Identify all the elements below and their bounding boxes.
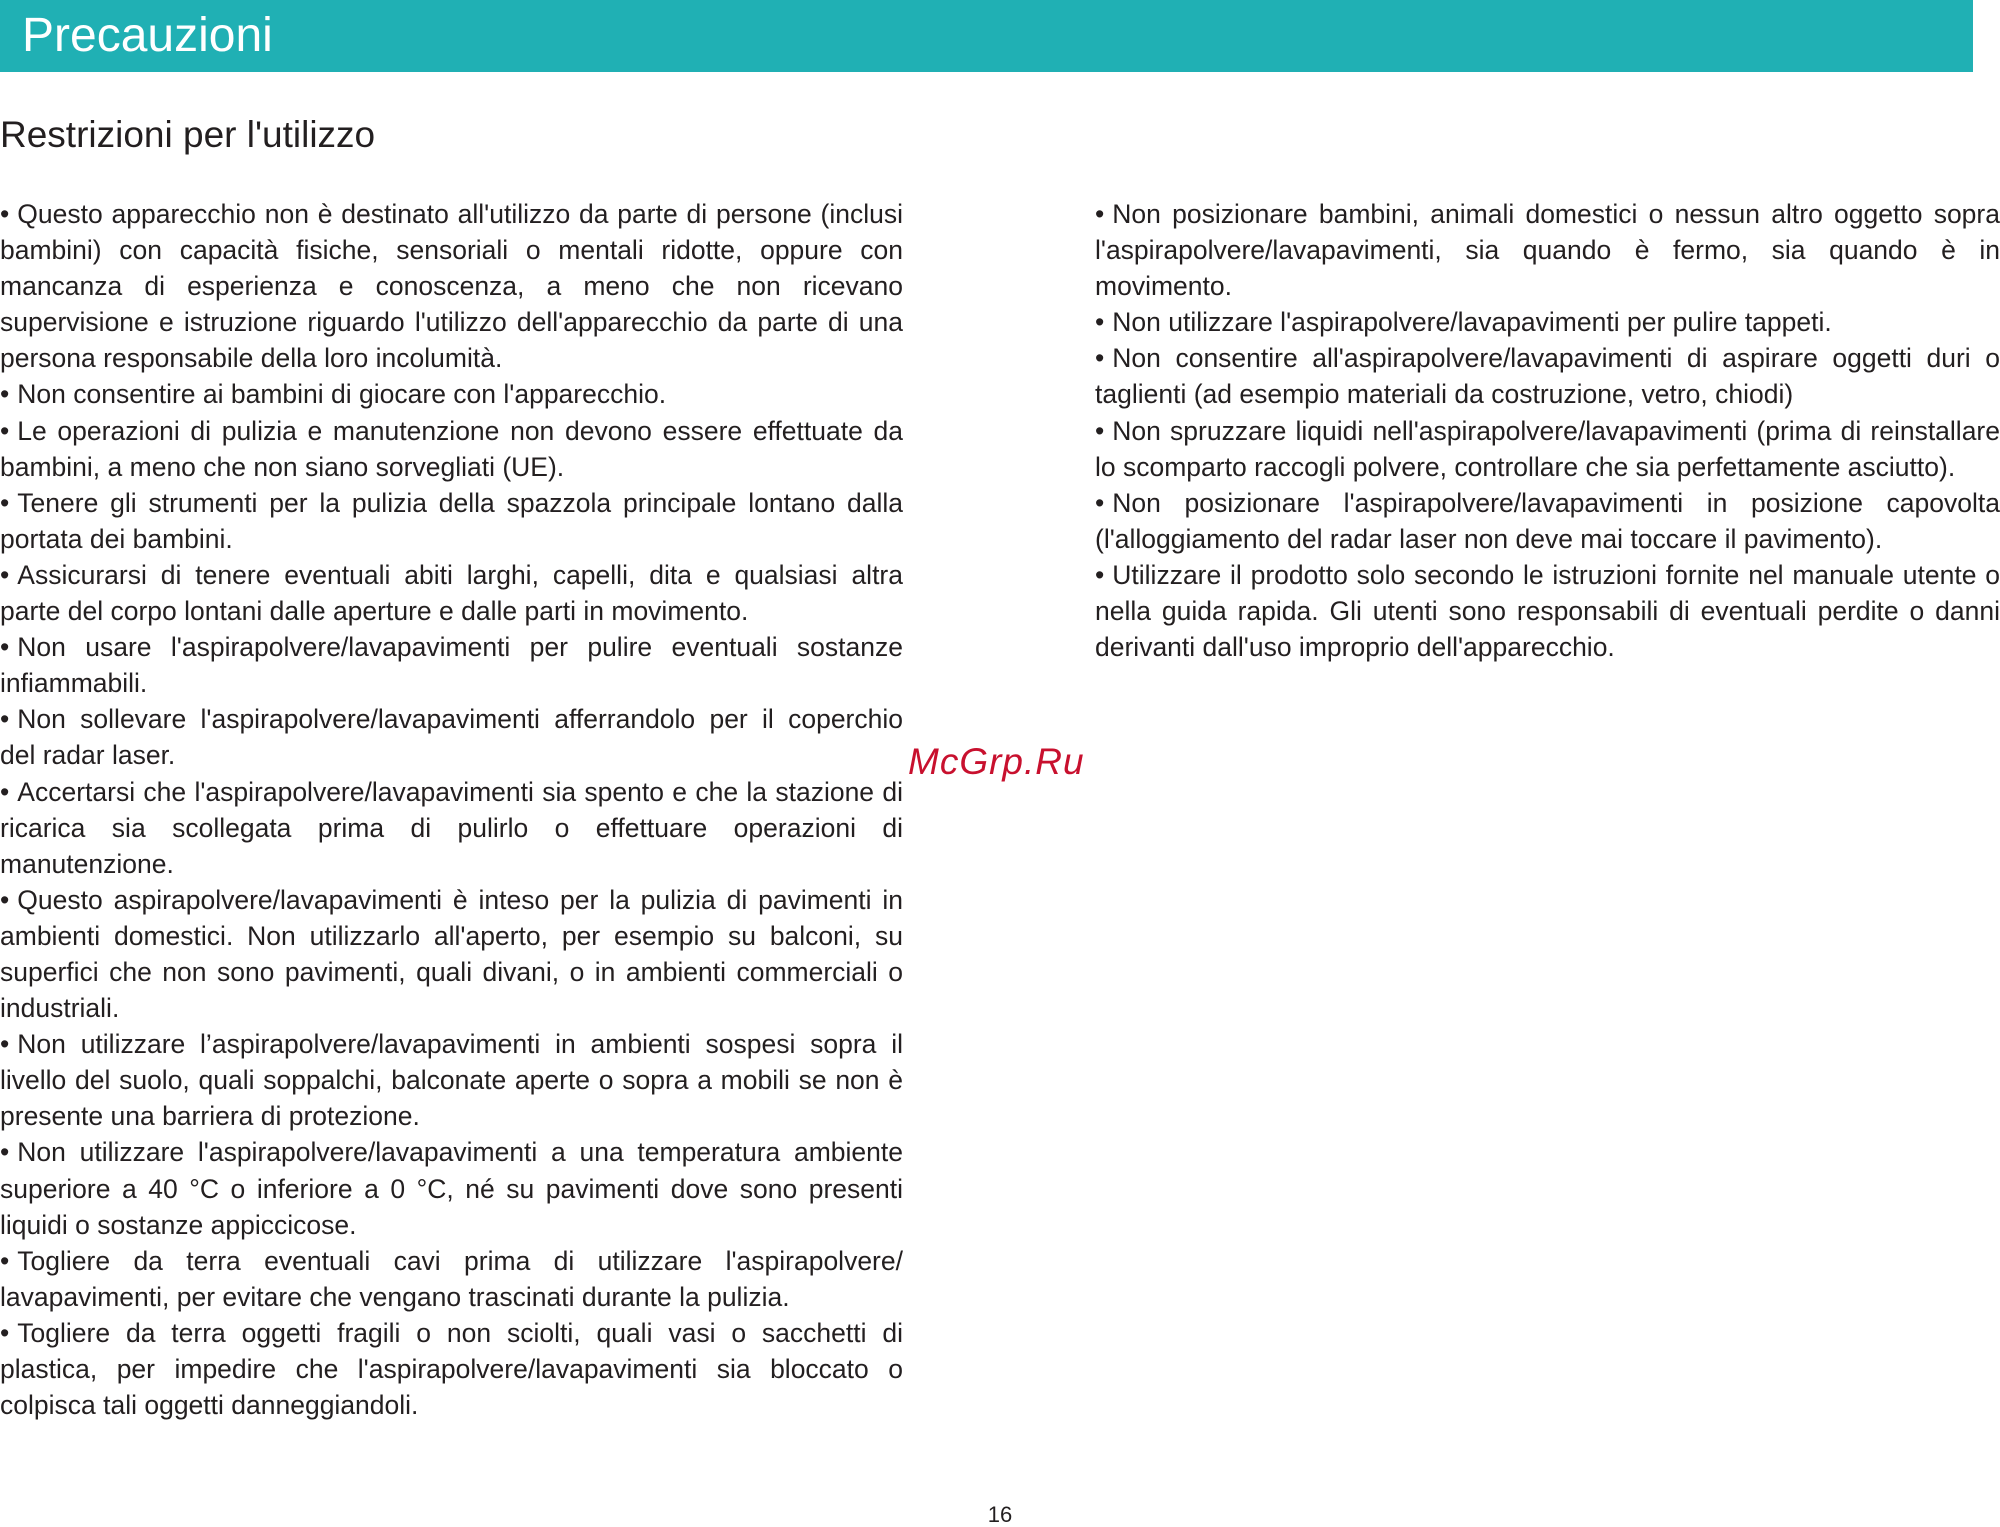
list-item-text: Non consentire ai bambini di giocare con l'apparecchio. bbox=[17, 379, 667, 410]
list-item bbox=[1095, 413, 2000, 485]
list-item-text: Togliere da terra oggetti fragili o non sciolti, quali vasi o sacchetti di plastica, per impedire che l'aspirapolvere/lavapavimenti sia bloccato o colpisca tali oggetti danneggiandoli. bbox=[0, 1317, 903, 1421]
list-item bbox=[0, 1134, 903, 1242]
bullet-icon: • bbox=[0, 415, 10, 446]
list-item-text: Non utilizzare l'aspirapolvere/lavapavimenti per pulire tappeti. bbox=[1112, 307, 1832, 338]
list-item bbox=[0, 701, 903, 773]
list-item-text: Non posizionare bambini, animali domestici o nessun altro oggetto sopra l'aspirapolvere/lavapavimenti, sia quando è fermo, sia quando è in movimento. bbox=[1095, 199, 2000, 302]
bullet-icon: • bbox=[1095, 487, 1105, 518]
bullet-icon: • bbox=[0, 1317, 10, 1348]
bullet-icon: • bbox=[0, 704, 10, 735]
bullet-icon: • bbox=[1095, 415, 1105, 446]
list-item-text: Utilizzare il prodotto solo secondo le istruzioni fornite nel manuale utente o nella guida rapida. Gli utenti sono responsabili di eventuali perdite o danni derivanti dall'uso improprio dell'apparecchio. bbox=[1095, 559, 2000, 663]
list-item-text: Le operazioni di pulizia e manutenzione non devono essere effettuate da bambini, a meno che non siano sorvegliati (UE). bbox=[0, 415, 903, 482]
page-title: Precauzioni bbox=[22, 9, 273, 62]
bullet-icon: • bbox=[0, 632, 10, 663]
list-item bbox=[0, 557, 903, 629]
bullet-icon: • bbox=[1095, 199, 1105, 229]
bullet-icon: • bbox=[0, 199, 10, 229]
bullet-icon: • bbox=[1095, 343, 1105, 374]
list-item bbox=[1095, 485, 2000, 557]
list-item bbox=[0, 376, 903, 412]
list-item bbox=[0, 485, 903, 557]
left-column-list bbox=[0, 196, 903, 1423]
list-item bbox=[0, 774, 903, 882]
list-item bbox=[0, 196, 903, 376]
list-item-text: Tenere gli strumenti per la pulizia della spazzola principale lontano dalla portata dei bambini. bbox=[0, 487, 903, 554]
list-item-text: Non utilizzare l'aspirapolvere/lavapavimenti a una temperatura ambiente superiore a 40 °C o inferiore a 0 °C, né su pavimenti dove sono presenti liquidi o sostanze appiccicose. bbox=[0, 1137, 903, 1240]
list-item-text: Non usare l'aspirapolvere/lavapavimenti per pulire eventuali sostanze infiammabili. bbox=[0, 632, 903, 699]
list-item-text: Togliere da terra eventuali cavi prima di utilizzare l'aspirapolvere/ lavapavimenti, per evitare che vengano trascinati durante la pulizia. bbox=[0, 1245, 903, 1312]
section-title: Restrizioni per l'utilizzo bbox=[0, 114, 376, 155]
bullet-icon: • bbox=[0, 379, 10, 410]
list-item-text: Questo apparecchio non è destinato all'utilizzo da parte di persone (inclusi bambini) con capacità fisiche, sensoriali o mentali ridotte, oppure con mancanza di esperienza e conoscenza, a meno che non ricevano supervisione e istruzione riguardo l'utilizzo dell'apparecchio da parte di una persona responsabile della loro incolumità. bbox=[0, 199, 903, 374]
bullet-icon: • bbox=[0, 884, 10, 915]
list-item-text: Questo aspirapolvere/lavapavimenti è inteso per la pulizia di pavimenti in ambienti domestici. Non utilizzarlo all'aperto, per esempio su balconi, su superfici che non sono pavimenti, quali divani, o in ambienti commerciali o industriali. bbox=[0, 884, 903, 1024]
list-item-text: Non posizionare l'aspirapolvere/lavapavimenti in posizione capovolta (l'alloggiamento del radar laser non deve mai toccare il pavimento). bbox=[1095, 487, 2000, 554]
bullet-icon: • bbox=[0, 487, 10, 518]
list-item bbox=[0, 1026, 903, 1134]
bullet-icon: • bbox=[0, 776, 10, 807]
list-item-text: Assicurarsi di tenere eventuali abiti larghi, capelli, dita e qualsiasi altra parte del corpo lontani dalle aperture e dalle parti in movimento. bbox=[0, 559, 903, 627]
list-item bbox=[0, 882, 903, 1026]
list-item bbox=[1095, 557, 2000, 665]
list-item bbox=[1095, 340, 2000, 412]
right-column-list bbox=[1095, 196, 2000, 665]
list-item-text: Non sollevare l'aspirapolvere/lavapavimenti afferrandolo per il coperchio del radar laser. bbox=[0, 704, 903, 771]
list-item bbox=[0, 1315, 903, 1423]
list-item-text: Non consentire all'aspirapolvere/lavapavimenti di aspirare oggetti duri o taglienti (ad esempio materiali da costruzione, vetro, chiodi) bbox=[1095, 343, 2000, 410]
bullet-icon: • bbox=[0, 1245, 10, 1276]
list-item bbox=[1095, 304, 2000, 340]
bullet-icon: • bbox=[1095, 559, 1105, 590]
list-item bbox=[0, 1243, 903, 1315]
header-bar bbox=[0, 0, 1973, 72]
watermark-link[interactable]: McGrp.Ru bbox=[908, 741, 1085, 782]
list-item-text: Non spruzzare liquidi nell'aspirapolvere/lavapavimenti (prima di reinstallare lo scomparto raccogli polvere, controllare che sia perfettamente asciutto). bbox=[1095, 415, 2000, 482]
list-item-text: Accertarsi che l'aspirapolvere/lavapavimenti sia spento e che la stazione di ricarica sia scollegata prima di pulirlo o effettuare operazioni di manutenzione. bbox=[0, 776, 903, 879]
list-item bbox=[0, 629, 903, 701]
bullet-icon: • bbox=[0, 559, 10, 590]
page-number: 16 bbox=[987, 1502, 1013, 1527]
list-item bbox=[1095, 196, 2000, 304]
list-item-text: Non utilizzare l’aspirapolvere/lavapavimenti in ambienti sospesi sopra il livello del suolo, quali soppalchi, balconate aperte o sopra a mobili se non è presente una barriera di protezione. bbox=[0, 1029, 903, 1132]
bullet-icon: • bbox=[0, 1137, 10, 1168]
bullet-icon: • bbox=[0, 1029, 10, 1060]
bullet-icon: • bbox=[1095, 307, 1105, 338]
list-item bbox=[0, 413, 903, 485]
